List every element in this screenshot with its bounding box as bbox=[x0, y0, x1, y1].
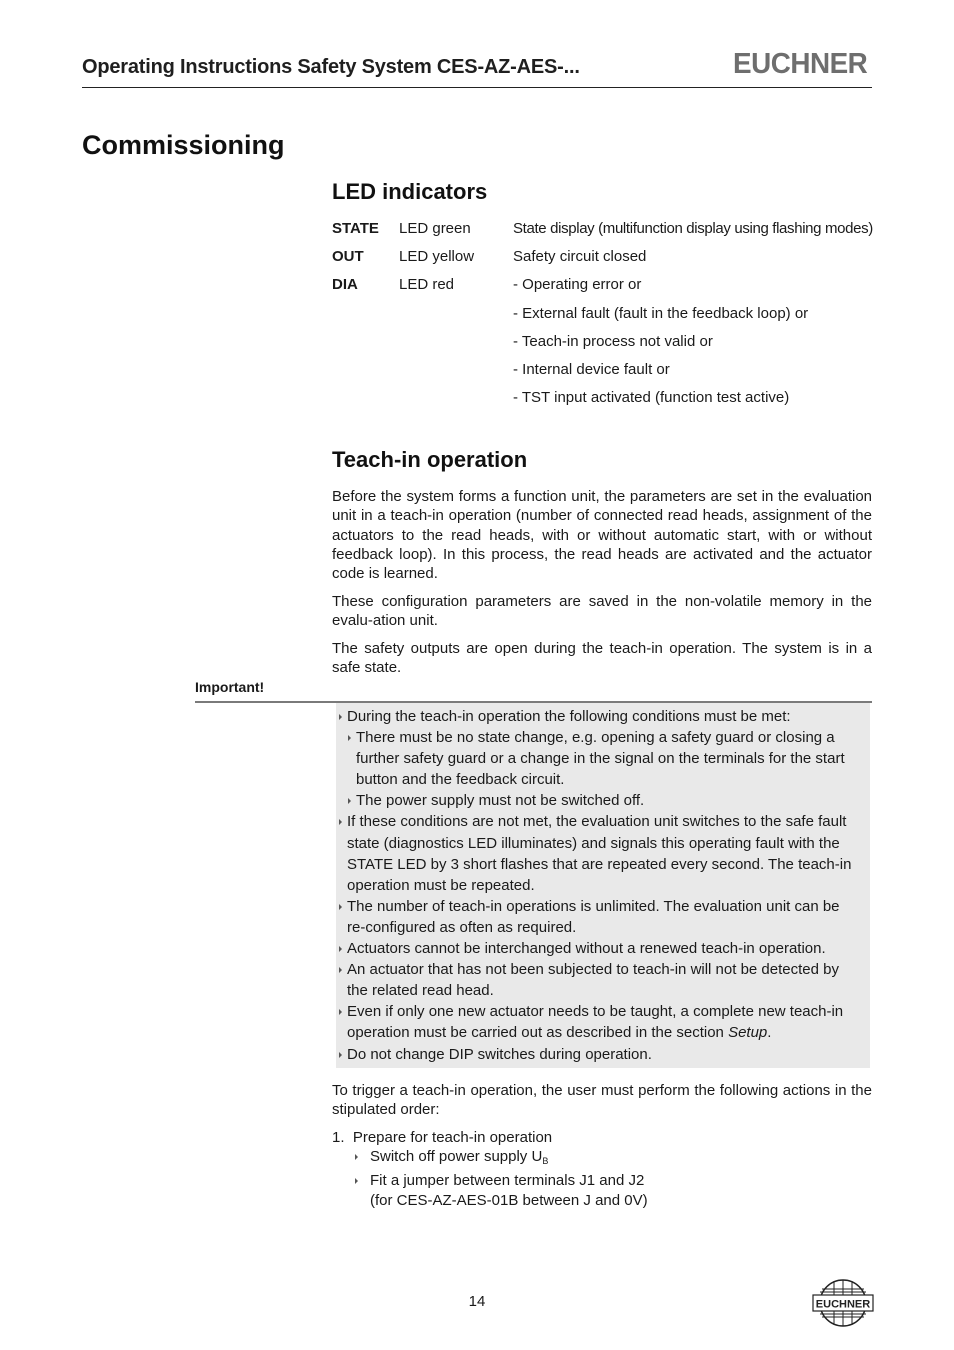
list-item bbox=[338, 706, 862, 727]
led-color: LED red bbox=[399, 276, 455, 293]
step-subitem-text: Switch off power supply U bbox=[370, 1148, 543, 1166]
header-divider bbox=[82, 87, 872, 88]
document-title: Operating Instructions Safety System CES-AZ-AES-... bbox=[82, 56, 580, 78]
led-name: STATE bbox=[332, 220, 379, 237]
led-description: - Operating error or bbox=[513, 276, 642, 293]
list-item-text: Actuators cannot be interchanged without a renewed teach-in operation. bbox=[347, 940, 826, 958]
list-item bbox=[338, 959, 862, 1001]
list-item-text: If these conditions are not met, the evaluation unit switches to the safe fault state (diagnostics LED illuminates) and signals this operating fault with the STATE LED by 3 short flashes that are repeated every second. The teach-in operation must be repeated. bbox=[347, 813, 852, 894]
list-item-text: Do not change DIP switches during operation. bbox=[347, 1045, 652, 1063]
triangle-bullet-icon bbox=[339, 1009, 342, 1015]
list-item-text: The power supply must not be switched off. bbox=[356, 792, 645, 810]
list-item bbox=[338, 790, 862, 811]
triangle-bullet-icon bbox=[339, 819, 342, 825]
list-item-text: There must be no state change, e.g. opening a safety guard or closing a further safety guard or a change in the signal on the terminals for the start button and the feedback circuit. bbox=[356, 729, 845, 789]
euchner-seal-logo bbox=[812, 1278, 874, 1333]
list-item bbox=[338, 727, 862, 790]
led-indicators-heading: LED indicators bbox=[332, 179, 488, 204]
triangle-bullet-icon bbox=[339, 714, 342, 720]
list-item-text: During the teach-in operation the following conditions must be met: bbox=[347, 708, 791, 725]
list-item-text: An actuator that has not been subjected to teach-in will not be detected by the related read head. bbox=[347, 961, 839, 1000]
triangle-bullet-icon bbox=[355, 1154, 358, 1160]
list-item bbox=[338, 938, 862, 959]
led-description: State display (multifunction display using flashing modes) bbox=[513, 220, 873, 237]
led-description: Safety circuit closed bbox=[513, 248, 647, 265]
triangle-bullet-icon bbox=[339, 946, 342, 952]
page-number: 14 bbox=[468, 1293, 486, 1310]
paragraph: The safety outputs are open during the teach-in operation. The system is in a safe state. bbox=[332, 640, 872, 677]
step-item: 1. Prepare for teach-in operation bbox=[332, 1129, 553, 1146]
list-item-text: The number of teach-in operations is unlimited. The evaluation unit can be re-configured as often as required. bbox=[347, 897, 840, 936]
important-label: Important! bbox=[195, 679, 265, 695]
list-item bbox=[338, 1044, 862, 1065]
triangle-bullet-icon bbox=[339, 1052, 342, 1058]
led-description: - TST input activated (function test active) bbox=[513, 389, 790, 406]
setup-reference: Setup bbox=[728, 1024, 768, 1042]
led-description: - Internal device fault or bbox=[513, 361, 670, 378]
section-title: Commissioning bbox=[82, 130, 285, 160]
step-subitem bbox=[332, 1171, 648, 1190]
led-color: LED yellow bbox=[399, 248, 475, 265]
footer-logo-text: EUCHNER bbox=[815, 1298, 871, 1311]
led-description: - Teach-in process not valid or bbox=[513, 333, 713, 350]
paragraph: To trigger a teach-in operation, the user must perform the following actions in the stipulated order: bbox=[332, 1082, 872, 1119]
triangle-bullet-icon bbox=[348, 735, 351, 741]
triangle-bullet-icon bbox=[348, 798, 351, 804]
subscript: B bbox=[542, 1156, 549, 1167]
step-subitem bbox=[332, 1147, 648, 1171]
led-description: - External fault (fault in the feedback loop) or bbox=[513, 305, 809, 322]
steps-list bbox=[332, 1128, 648, 1210]
important-list bbox=[338, 706, 862, 1065]
paragraph: Before the system forms a function unit, the parameters are set in the evaluation unit in a teach-in operation (number of connected read heads, assignment of the actuators to the read heads, with or without automatic start, with or without feedback loop). In this process, the read heads are activated and the actuator code is learned. bbox=[332, 488, 872, 583]
led-color: LED green bbox=[399, 220, 471, 237]
led-name: OUT bbox=[332, 248, 364, 265]
triangle-bullet-icon bbox=[355, 1178, 358, 1184]
list-item bbox=[338, 896, 862, 938]
teach-in-heading: Teach-in operation bbox=[332, 447, 528, 472]
led-name: DIA bbox=[332, 276, 358, 293]
list-item bbox=[338, 811, 862, 895]
list-item-text: . bbox=[767, 1024, 772, 1042]
triangle-bullet-icon bbox=[339, 904, 342, 910]
triangle-bullet-icon bbox=[339, 967, 342, 973]
euchner-logo: EUCHNER bbox=[733, 48, 868, 80]
step-subitem-continuation: (for CES-AZ-AES-01B between J and 0V) bbox=[370, 1191, 648, 1209]
list-item bbox=[338, 1001, 862, 1043]
list-item-text: Even if only one new actuator needs to be taught, a complete new teach-in operation must be carried out as described in the section bbox=[347, 1003, 844, 1042]
step-subitem-text: Fit a jumper between terminals J1 and J2 bbox=[370, 1172, 645, 1190]
paragraph: These configuration parameters are saved in the non-volatile memory in the evalu-ation unit. bbox=[332, 593, 872, 630]
